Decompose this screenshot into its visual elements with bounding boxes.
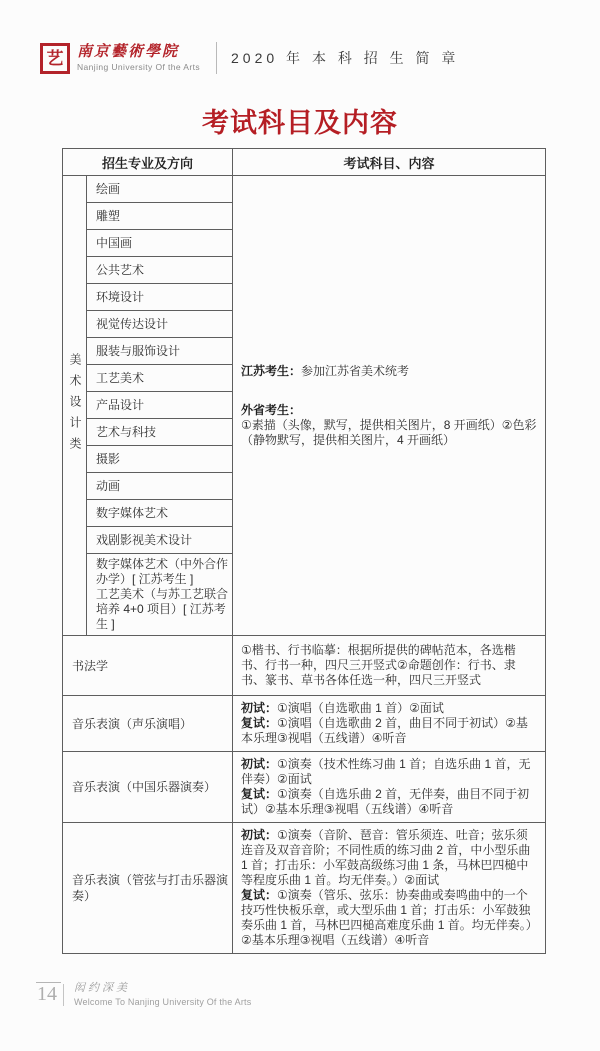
brochure-title: 2020 年 本 科 招 生 简 章 bbox=[231, 50, 460, 66]
major-cell-arts-crafts: 工艺美术 bbox=[87, 365, 233, 392]
page-title: 考试科目及内容 bbox=[202, 108, 398, 138]
calligraphy-content-cell: ①楷书、行书临摹：根据所提供的碑帖范本，各选楷书、行书一种，四尺三开竖式②命题创作：行书、隶书、篆书、草书各体任选一种，四尺三开竖式 bbox=[233, 636, 546, 696]
page-header bbox=[40, 40, 600, 76]
major-cell-joint-programs bbox=[87, 554, 233, 636]
joint-program-1: 数字媒体艺术（中外合作办学）[ 江苏考生 ] bbox=[96, 557, 229, 586]
jiangsu-candidates-label: 江苏考生： bbox=[241, 363, 302, 378]
round1-text: ①演奏（技术性练习曲 1 首；自选乐曲 1 首，无伴奏）②面试 bbox=[241, 757, 531, 786]
major-cell-public-art: 公共艺术 bbox=[87, 257, 233, 284]
round2-text: ①演奏（自选乐曲 2 首，无伴奏，曲目不同于初试）②基本乐理③视唱（五线谱）④听音 bbox=[241, 787, 530, 816]
table-row-music-chinese bbox=[63, 752, 546, 823]
orchestral-round1-line bbox=[241, 828, 539, 888]
page-footer bbox=[36, 982, 600, 1007]
jiangsu-candidates-line bbox=[241, 364, 539, 379]
university-name-cn: 南京藝術學院 bbox=[77, 43, 180, 60]
major-cell-chinese-painting: 中国画 bbox=[87, 230, 233, 257]
round2-text: ①演奏（管乐、弦乐：协奏曲或奏鸣曲中的一个技巧性快板乐章，或大型乐曲 1 首；打击乐：小军鼓独奏乐曲 1 首，马林巴四槌高难度乐曲 1 首。均无伴奏。）②基本乐理③视唱（五线谱）④听音 bbox=[241, 888, 538, 947]
chinese-round1-line bbox=[241, 757, 539, 787]
welcome-text: Welcome To Nanjing University Of the Arts bbox=[74, 997, 252, 1007]
major-cell-music-vocal: 音乐表演（声乐演唱） bbox=[63, 696, 233, 752]
music-vocal-content-cell bbox=[233, 696, 546, 752]
major-cell-fashion-design: 服装与服饰设计 bbox=[87, 338, 233, 365]
round1-label: 初试： bbox=[241, 757, 278, 771]
exam-subjects-table bbox=[62, 148, 546, 954]
outside-candidates-label: 外省考生： bbox=[241, 402, 302, 417]
major-cell-sculpture: 雕塑 bbox=[87, 203, 233, 230]
university-seal-logo bbox=[40, 43, 70, 74]
orchestral-round2-line bbox=[241, 888, 539, 948]
round1-label: 初试： bbox=[241, 701, 278, 715]
art-design-exam-content bbox=[241, 364, 539, 448]
page-number: 14 bbox=[36, 982, 61, 1004]
table-header-row bbox=[63, 149, 546, 176]
round2-text: ①演唱（自选歌曲 2 首，曲目不同于初试）②基本乐理③视唱（五线谱）④听音 bbox=[241, 716, 528, 745]
footer-divider bbox=[63, 984, 64, 1006]
table-row-calligraphy bbox=[63, 636, 546, 696]
table-row bbox=[63, 176, 546, 203]
table-row-music-vocal bbox=[63, 696, 546, 752]
outside-candidates-label-line bbox=[241, 403, 539, 418]
vocal-round2-line bbox=[241, 716, 539, 746]
music-orchestral-content-cell bbox=[233, 823, 546, 954]
joint-program-2: 工艺美术（与苏工艺联合培养 4+0 项目）[ 江苏考生 ] bbox=[96, 587, 229, 631]
chinese-round2-line bbox=[241, 787, 539, 817]
round1-text: ①演唱（自选歌曲 1 首）②面试 bbox=[277, 701, 444, 715]
major-cell-music-orchestral: 音乐表演（管弦与打击乐器演奏） bbox=[63, 823, 233, 954]
header-divider bbox=[216, 42, 217, 74]
major-cell-theatre-film-art: 戏剧影视美术设计 bbox=[87, 527, 233, 554]
art-design-content-cell bbox=[233, 176, 546, 636]
major-cell-art-technology: 艺术与科技 bbox=[87, 419, 233, 446]
university-name-block bbox=[77, 45, 200, 72]
major-cell-painting: 绘画 bbox=[87, 176, 233, 203]
content-spacer bbox=[241, 379, 539, 403]
major-cell-calligraphy: 书法学 bbox=[63, 636, 233, 696]
major-cell-photography: 摄影 bbox=[87, 446, 233, 473]
major-cell-digital-media: 数字媒体艺术 bbox=[87, 500, 233, 527]
round1-label: 初试： bbox=[241, 828, 278, 842]
seal-glyph: 艺 bbox=[46, 48, 64, 68]
round2-label: 复试： bbox=[241, 888, 278, 902]
school-motto: 闳约深美 bbox=[74, 982, 130, 994]
major-cell-visual-communication: 视觉传达设计 bbox=[87, 311, 233, 338]
university-name-en: Nanjing University Of the Arts bbox=[77, 61, 201, 72]
music-chinese-content-cell bbox=[233, 752, 546, 823]
column-header-majors: 招生专业及方向 bbox=[63, 149, 233, 176]
footer-motto-block bbox=[74, 982, 251, 1007]
round2-label: 复试： bbox=[241, 716, 278, 730]
vocal-round1-line bbox=[241, 701, 539, 716]
column-header-content: 考试科目、内容 bbox=[233, 149, 546, 176]
art-design-group-label: 美术设计类 bbox=[68, 353, 82, 458]
round2-label: 复试： bbox=[241, 787, 278, 801]
major-cell-music-chinese: 音乐表演（中国乐器演奏） bbox=[63, 752, 233, 823]
art-design-group-cell bbox=[63, 176, 87, 636]
round1-text: ①演奏（音阶、琶音：管乐须连、吐音；弦乐须连音及双音音阶；不同性质的练习曲 2 首，中小型乐曲 1 首；打击乐：小军鼓高级练习曲 1 条，马林巴四槌中等程度乐曲 1 首。均无伴奏。）②面试 bbox=[241, 828, 531, 887]
major-cell-animation: 动画 bbox=[87, 473, 233, 500]
jiangsu-candidates-text: 参加江苏省美术统考 bbox=[301, 363, 410, 378]
major-cell-environment-design: 环境设计 bbox=[87, 284, 233, 311]
major-cell-product-design: 产品设计 bbox=[87, 392, 233, 419]
outside-candidates-text: ①素描（头像，默写，提供相关图片，8 开画纸）②色彩（静物默写，提供相关图片，4 开画纸） bbox=[241, 417, 537, 447]
table-row-music-orchestral bbox=[63, 823, 546, 954]
